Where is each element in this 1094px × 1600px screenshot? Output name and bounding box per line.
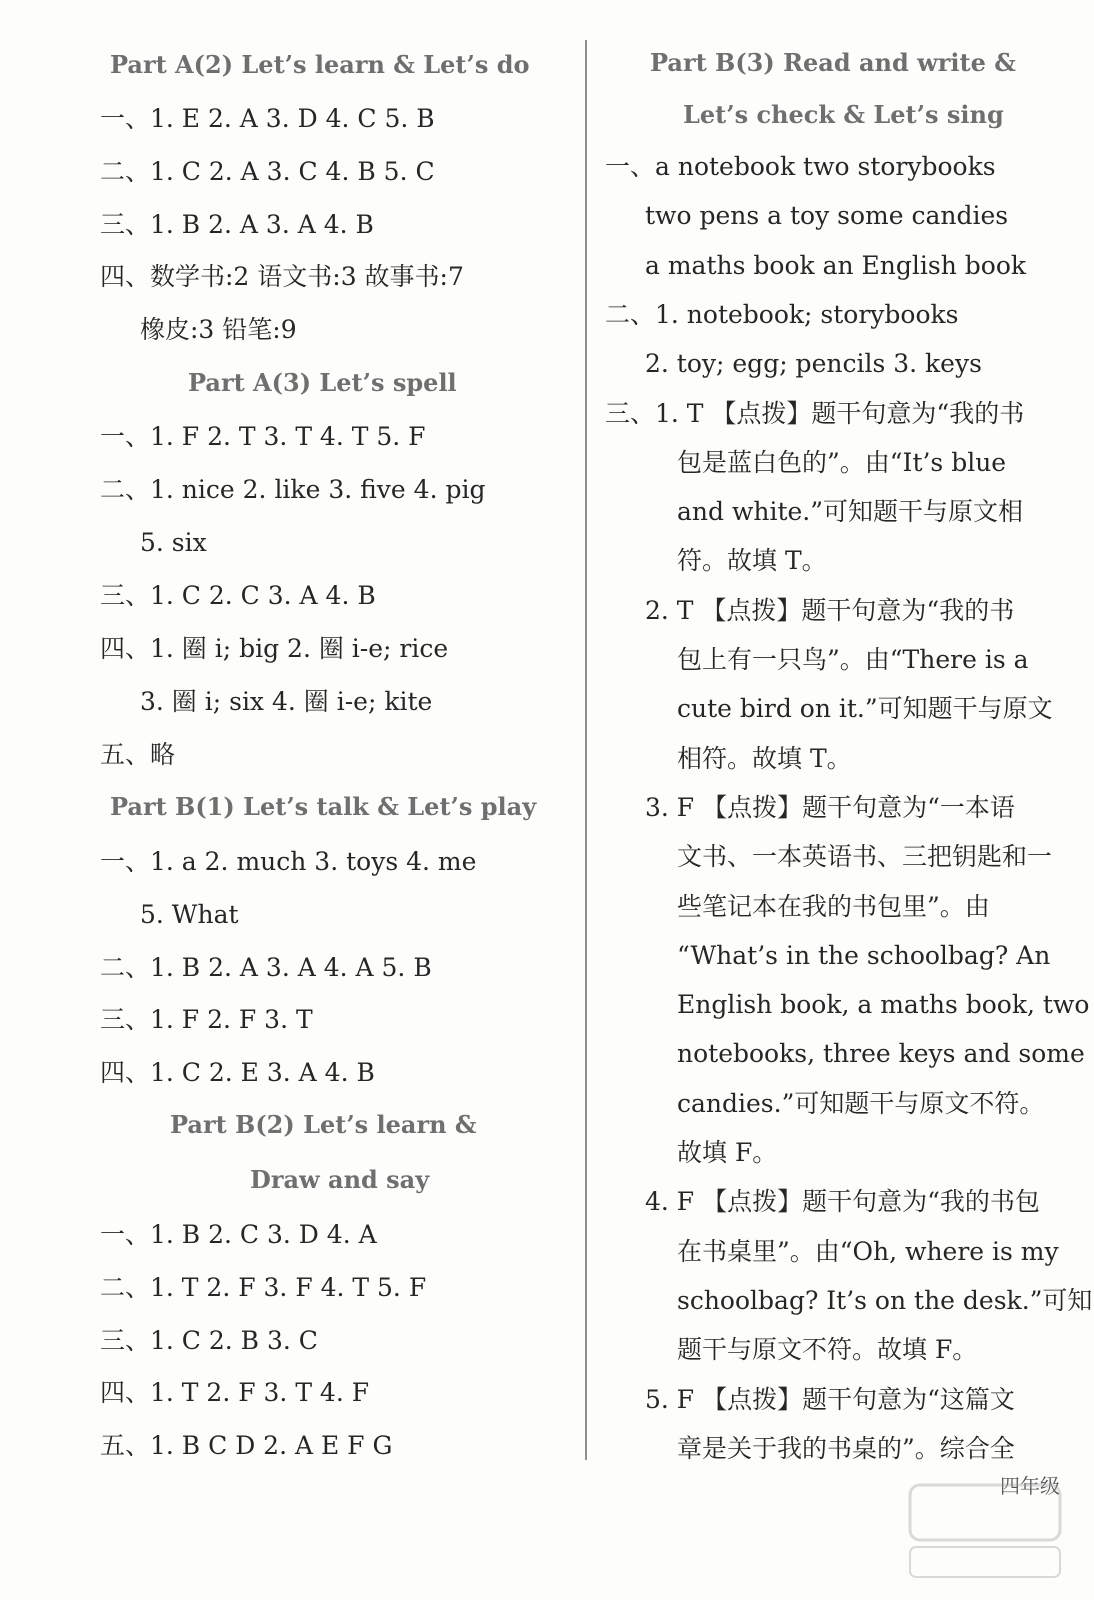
answer-line: 三、1. T 【点拨】题干句意为“我的书	[605, 399, 1025, 428]
answer-line: 3. F 【点拨】题干句意为“一本语	[645, 793, 1015, 822]
answer-line: cute bird on it.”可知题干与原文	[677, 694, 1053, 723]
answer-line: 一、1. E 2. A 3. D 4. C 5. B	[100, 104, 435, 133]
heading-part-b3-sub: Let’s check & Let’s sing	[683, 100, 1004, 129]
answer-line: 3. 圈 i; six 4. 圈 i-e; kite	[140, 687, 433, 716]
answer-line: 一、1. a 2. much 3. toys 4. me	[100, 847, 477, 876]
answer-line: 故填 F。	[677, 1138, 778, 1167]
answer-line: 包是蓝白色的”。由“It’s blue	[677, 448, 1007, 477]
answer-line: 5. What	[140, 900, 239, 929]
answer-line: candies.”可知题干与原文不符。	[677, 1089, 1045, 1118]
answer-line: 文书、一本英语书、三把钥匙和一	[677, 842, 1053, 871]
answer-line: 2. T 【点拨】题干句意为“我的书	[645, 596, 1015, 625]
answer-line: 二、1. B 2. A 3. A 4. A 5. B	[100, 953, 432, 982]
column-divider	[585, 40, 587, 1460]
heading-part-b2-sub: Draw and say	[250, 1165, 430, 1194]
heading-part-b2: Part B(2) Let’s learn &	[170, 1110, 477, 1139]
answer-line: English book, a maths book, two	[677, 990, 1090, 1019]
answer-line: notebooks, three keys and some	[677, 1039, 1085, 1068]
heading-part-b1: Part B(1) Let’s talk & Let’s play	[110, 792, 537, 821]
heading-part-b3: Part B(3) Read and write &	[650, 48, 1016, 77]
answer-line: 四、1. C 2. E 3. A 4. B	[100, 1058, 375, 1087]
answer-line: 四、1. T 2. F 3. T 4. F	[100, 1378, 370, 1407]
answer-line: 橡皮:3 铅笔:9	[140, 315, 297, 344]
watermark-logo-icon	[905, 1475, 1065, 1585]
answer-line: 符。故填 T。	[677, 546, 827, 575]
answer-line: 一、1. B 2. C 3. D 4. A	[100, 1220, 377, 1249]
answer-line: 4. F 【点拨】题干句意为“我的书包	[645, 1187, 1040, 1216]
answer-line: two pens a toy some candies	[645, 201, 1009, 230]
footer-grade: 四年级	[1000, 1474, 1060, 1498]
answer-line: “What’s in the schoolbag? An	[677, 941, 1051, 970]
answer-line: 三、1. B 2. A 3. A 4. B	[100, 210, 374, 239]
answer-line: 二、1. T 2. F 3. F 4. T 5. F	[100, 1273, 427, 1302]
answer-line: and white.”可知题干与原文相	[677, 497, 1024, 526]
answer-line: a maths book an English book	[645, 251, 1027, 280]
answer-line: 二、1. notebook; storybooks	[605, 300, 959, 329]
answer-line: 相符。故填 T。	[677, 744, 852, 773]
answer-line: 三、1. F 2. F 3. T	[100, 1005, 313, 1034]
answer-line: 些笔记本在我的书包里”。由	[677, 892, 990, 921]
heading-part-a3: Part A(3) Let’s spell	[188, 368, 457, 397]
answer-line: 一、a notebook two storybooks	[605, 152, 996, 181]
answer-line: 5. six	[140, 528, 207, 557]
answer-line: schoolbag? It’s on the desk.”可知	[677, 1286, 1093, 1315]
answer-line: 一、1. F 2. T 3. T 4. T 5. F	[100, 422, 426, 451]
answer-line: 四、1. 圈 i; big 2. 圈 i-e; rice	[100, 634, 449, 663]
answer-line: 包上有一只鸟”。由“There is a	[677, 645, 1029, 674]
answer-line: 二、1. C 2. A 3. C 4. B 5. C	[100, 157, 435, 186]
answer-line: 五、1. B C D 2. A E F G	[100, 1431, 393, 1460]
answer-line: 5. F 【点拨】题干句意为“这篇文	[645, 1385, 1015, 1414]
answer-line: 二、1. nice 2. like 3. five 4. pig	[100, 475, 486, 504]
answer-line: 2. toy; egg; pencils 3. keys	[645, 349, 982, 378]
answer-line: 三、1. C 2. B 3. C	[100, 1326, 318, 1355]
answer-line: 章是关于我的书桌的”。综合全	[677, 1434, 1015, 1463]
answer-line: 五、略	[100, 740, 176, 769]
answer-line: 三、1. C 2. C 3. A 4. B	[100, 581, 376, 610]
answer-line: 题干与原文不符。故填 F。	[677, 1335, 978, 1364]
heading-part-a2: Part A(2) Let’s learn & Let’s do	[110, 50, 530, 79]
answer-line: 四、数学书:2 语文书:3 故事书:7	[100, 262, 464, 291]
answer-line: 在书桌里”。由“Oh, where is my	[677, 1237, 1059, 1266]
